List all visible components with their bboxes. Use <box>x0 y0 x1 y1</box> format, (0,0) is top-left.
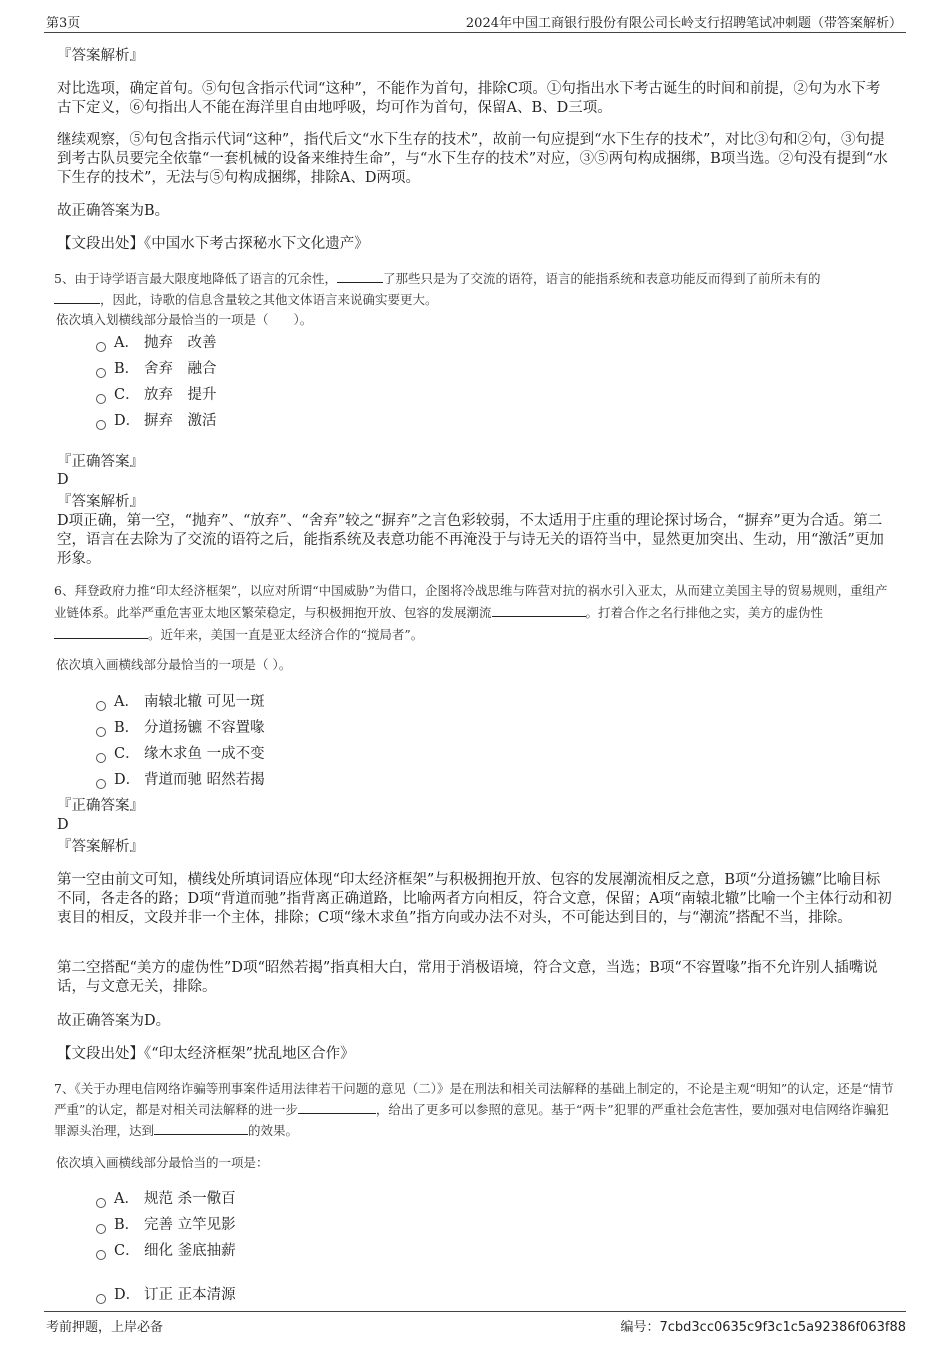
q4-analysis-para2: 继续观察，⑤句包含指示代词“这种”，指代后文“水下生存的技术”，故前一句应提到“水下生存的技术”，对比③句和②句，③句提到考古队员要完全依靠“一套机械的设备来维持生命”，与“水下生存的技术”对应，③⑤两句构成捆绑，B项当选。②句没有提到“水下生存的技术”，无法与⑤句构成捆绑，排除A、D两项。 <box>57 132 888 186</box>
radio-icon[interactable] <box>96 394 106 404</box>
page-header <box>44 10 906 33</box>
q4-analysis-para1: 对比选项，确定首句。⑤句包含指示代词“这种”，不能作为首句，排除C项。①句指出水下考古诞生的时间和前提，②句为水下考古下定义，⑥句指出人不能在海洋里自由地呼吸，均可作为首句，保留A、B、D三项。 <box>57 81 881 116</box>
q6-instruction: 依次填入画横线部分最恰当的一项是（ ）。 <box>56 657 292 672</box>
q4-source: 【文段出处】《中国水下考古探秘水下文化遗产》 <box>57 236 369 252</box>
q6-blank-1 <box>492 604 586 617</box>
radio-icon[interactable] <box>96 1198 106 1208</box>
q5-option-b[interactable]: B． 舍弃 融合 <box>96 359 217 379</box>
q7-option-c[interactable]: C． 细化 釜底抽薪 <box>96 1241 236 1261</box>
q5-analysis-label: 『答案解析』 <box>57 494 144 510</box>
page-number: 第3页 <box>46 16 81 31</box>
radio-icon[interactable] <box>96 753 106 763</box>
q6-stem: 6、拜登政府力推“印太经济框架”，以应对所谓“中国威胁”为借口，企图将冷战思维与阵营对抗的祸水引入亚太，从而建立美国主导的贸易规则，重组产业链体系。此举严重危害亚太地区繁荣稳定，与积极拥抱开放、包容的发展潮流 。打着合作之名行排他之实，美方的虚伪性。近年来，美国一直是亚太经济合作的“搅局者”。 <box>54 583 888 642</box>
radio-icon[interactable] <box>96 1224 106 1234</box>
radio-icon[interactable] <box>96 1294 106 1304</box>
q4-conclusion: 故正确答案为B。 <box>57 203 170 219</box>
q6-analysis-para1: 第一空由前文可知，横线处所填词语应体现“印太经济框架”与积极拥抱开放、包容的发展潮流相反之意，B项“分道扬镳”比喻目标不同，各走各的路；D项“背道而驰”指背离正确道路，比喻两者方向相反，符合文意，保留；A项“南辕北辙”比喻一个主体行动和初衷目的相反，文段并非一个主体，排除；C项“缘木求鱼”指方向或办法不对头，不可能达到目的，与“潮流”搭配不当，排除。 <box>57 872 892 926</box>
q5-option-a[interactable]: A． 抛弃 改善 <box>96 333 217 353</box>
q6-option-b[interactable]: B． 分道扬镳 不容置喙 <box>96 718 265 738</box>
q5-analysis: D项正确，第一空，“抛弃”、“放弃”、“舍弃”较之“摒弃”之言色彩较弱，不太适用于庄重的理论探讨场合，“摒弃”更为合适。第二空，语言在去除为了交流的语符之后，能指系统及表意功能不再淹没于与诗无关的语符当中，显然更加突出、生动，用“激活”更加形象。 <box>57 513 884 567</box>
footer-code: 编号：7cbd3cc0635c9f3c1c5a92386f063f88 <box>620 1320 906 1335</box>
q5-blank-2 <box>54 291 100 304</box>
q6-answer-label: 『正确答案』 <box>57 798 144 814</box>
radio-icon[interactable] <box>96 420 106 430</box>
radio-icon[interactable] <box>96 368 106 378</box>
q6-answer: D <box>57 817 69 833</box>
q5-option-d[interactable]: D． 摒弃 激活 <box>96 411 217 431</box>
q6-analysis-label: 『答案解析』 <box>57 839 144 855</box>
q7-option-b[interactable]: B． 完善 立竿见影 <box>96 1215 236 1235</box>
footer-slogan: 考前押题，上岸必备 <box>46 1320 164 1335</box>
q6-option-d[interactable]: D． 背道而驰 昭然若揭 <box>96 770 265 790</box>
radio-icon[interactable] <box>96 727 106 737</box>
q4-analysis-label: 『答案解析』 <box>57 48 144 64</box>
q7-option-a[interactable]: A． 规范 杀一儆百 <box>96 1189 236 1209</box>
q5-option-c[interactable]: C． 放弃 提升 <box>96 385 217 405</box>
q6-option-c[interactable]: C． 缘木求鱼 一成不变 <box>96 744 265 764</box>
q7-blank-2 <box>154 1122 248 1135</box>
q5-answer-label: 『正确答案』 <box>57 454 144 470</box>
q6-blank-2 <box>54 626 148 639</box>
q7-stem: 7、《关于办理电信网络诈骗等刑事案件适用法律若干问题的意见（二）》是在刑法和相关司法解释的基础上制定的，不论是主观“明知”的认定，还是“情节严重”的认定，都是对相关司法解释的进一步 ，给出了更多可以参照的意见。基于“两卡”犯罪的严重社会危害性，要加强对电信网络诈骗犯罪源头治理，达到 的效果。 <box>54 1081 894 1138</box>
radio-icon[interactable] <box>96 342 106 352</box>
q7-blank-1 <box>298 1101 376 1114</box>
document-title: 2024年中国工商银行股份有限公司长岭支行招聘笔试冲刺题（带答案解析） <box>465 16 902 31</box>
radio-icon[interactable] <box>96 701 106 711</box>
page-footer <box>44 1311 906 1336</box>
q7-instruction: 依次填入画横线部分最恰当的一项是： <box>56 1155 269 1170</box>
q6-source: 【文段出处】《“印太经济框架”扰乱地区合作》 <box>57 1046 355 1062</box>
radio-icon[interactable] <box>96 1250 106 1260</box>
q5-blank-1 <box>337 270 383 283</box>
q5-instruction: 依次填入划横线部分最恰当的一项是（ ）。 <box>56 312 313 327</box>
q5-answer: D <box>57 472 69 488</box>
q6-option-a[interactable]: A． 南辕北辙 可见一斑 <box>96 692 265 712</box>
radio-icon[interactable] <box>96 779 106 789</box>
q6-analysis-para2: 第二空搭配“美方的虚伪性”D项“昭然若揭”指真相大白，常用于消极语境，符合文意，当选；B项“不容置喙”指不允许别人插嘴说话，与文意无关，排除。 <box>57 960 878 995</box>
q7-option-d[interactable]: D． 订正 正本清源 <box>96 1285 236 1305</box>
q5-stem: 5、由于诗学语言最大限度地降低了语言的冗余性， 了那些只是为了交流的语符，语言的能指系统和表意功能反而得到了前所未有的 ，因此，诗歌的信息含量较之其他文体语言来说确实要更大。 <box>54 271 821 307</box>
q6-conclusion: 故正确答案为D。 <box>57 1013 171 1029</box>
